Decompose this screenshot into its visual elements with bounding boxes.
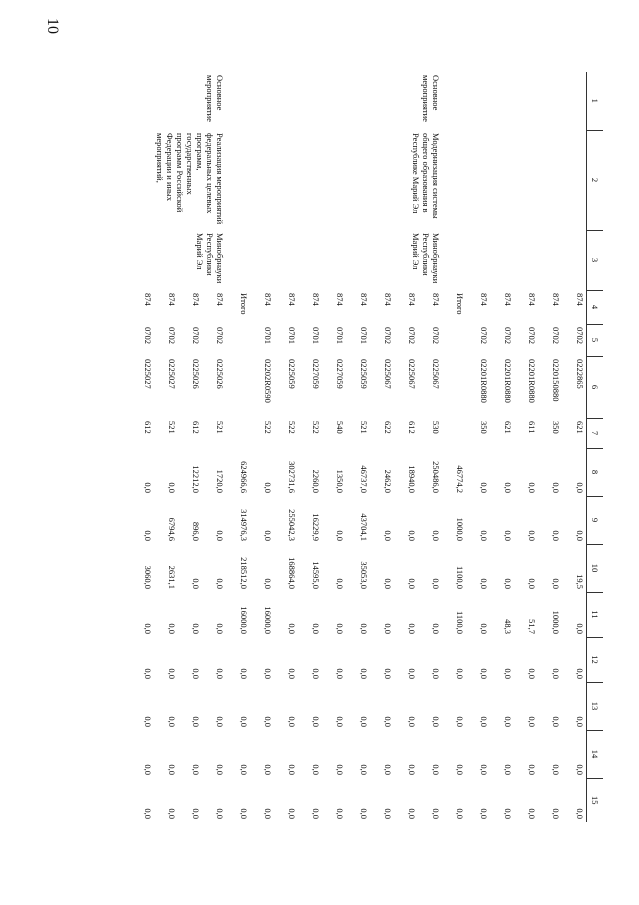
table-cell: 1350,0 [335, 469, 345, 493]
table-cell: 0,0 [575, 623, 585, 634]
table-cell: 0,0 [143, 764, 153, 775]
table-cell: 0,0 [263, 764, 273, 775]
table-cell: 874 [383, 293, 393, 306]
table-cell: 0702 [575, 327, 585, 344]
table-cell: 16000,0 [263, 606, 273, 634]
table-cell [466, 72, 490, 130]
table-cell: 0,0 [407, 578, 417, 589]
table-cell: 621 [575, 421, 585, 434]
table-cell: 0,0 [503, 808, 513, 819]
table-cell: 0,0 [167, 668, 177, 679]
table-cell: 0,0 [551, 808, 561, 819]
table-cell: 0,0 [503, 578, 513, 589]
table-cell: 0,0 [311, 716, 321, 727]
column-header: 2 [587, 130, 604, 230]
table-cell: 0,0 [287, 808, 297, 819]
table-cell [442, 72, 466, 130]
table-cell: 218512,0 [239, 557, 249, 589]
table-cell: 0,0 [359, 764, 369, 775]
table-cell: 14595,0 [311, 561, 321, 589]
table-cell: 540 [335, 421, 345, 434]
table-cell: 0,0 [263, 808, 273, 819]
table-cell: 0,0 [383, 623, 393, 634]
table-cell: 874 [311, 293, 321, 306]
table-cell: 0,0 [335, 764, 345, 775]
table-cell: 0,0 [479, 716, 489, 727]
table-row [538, 72, 562, 822]
table-cell: 874 [503, 293, 513, 306]
table-cell: 0,0 [455, 808, 465, 819]
table-cell: 0,0 [215, 623, 225, 634]
table-cell: 12212,0 [191, 465, 201, 493]
table-cell: 0,0 [551, 668, 561, 679]
table-cell: 0,0 [383, 808, 393, 819]
table-cell: 0702 [191, 327, 201, 344]
table-cell: 0220150880 [551, 359, 561, 402]
table-cell: 0225026 [215, 359, 225, 389]
table-cell: 0,0 [191, 764, 201, 775]
table-cell: 3060,0 [143, 565, 153, 589]
table-cell: 0,0 [575, 716, 585, 727]
table-cell: 0,0 [479, 482, 489, 493]
table-cell [466, 230, 490, 290]
table-cell: 522 [287, 421, 297, 434]
table-cell: 0,0 [479, 808, 489, 819]
column-header: 6 [587, 356, 604, 418]
table-cell: 621 [503, 421, 513, 434]
table-cell: 0,0 [431, 623, 441, 634]
table-cell: 0225027 [143, 359, 153, 389]
table-cell: 314976,3 [239, 509, 249, 541]
table-cell: Модернизация системы общего образования в Республике Марий Эл [411, 133, 441, 219]
table-cell [442, 356, 466, 418]
column-header: 11 [587, 592, 604, 637]
table-cell [226, 324, 250, 356]
table-cell: 0,0 [239, 764, 249, 775]
table-cell: 0,0 [551, 716, 561, 727]
table-cell: 02201R0880 [479, 359, 489, 403]
table-row [226, 72, 250, 822]
table-cell [490, 230, 514, 290]
table-cell: 0,0 [503, 482, 513, 493]
table-cell: 0,0 [335, 578, 345, 589]
table-cell: 0225067 [431, 359, 441, 389]
table-cell: 0,0 [527, 764, 537, 775]
table-cell: 350 [551, 421, 561, 434]
table-cell: 612 [191, 421, 201, 434]
table-cell: 611 [527, 421, 537, 434]
table-cell: 0,0 [263, 578, 273, 589]
table-cell: 0,0 [191, 808, 201, 819]
table-cell [442, 130, 466, 230]
table-cell: 0,0 [239, 668, 249, 679]
table-cell: 2631,1 [167, 565, 177, 589]
table-cell: 530 [431, 421, 441, 434]
column-header: 13 [587, 682, 604, 730]
table-cell: 874 [575, 293, 585, 306]
table-row [442, 72, 466, 822]
table-cell [538, 230, 562, 290]
table-cell: 0,0 [335, 623, 345, 634]
table-cell: 0,0 [359, 808, 369, 819]
table-cell: 2260,0 [311, 469, 321, 493]
table-cell: 0,0 [407, 764, 417, 775]
table-cell: 0,0 [455, 716, 465, 727]
table-cell [226, 130, 250, 230]
header-row [587, 72, 604, 822]
table-cell: 0701 [287, 327, 297, 344]
table-cell: 521 [359, 421, 369, 434]
table-cell: 0,0 [215, 716, 225, 727]
table-cell: 0,0 [143, 482, 153, 493]
table-cell: 0,0 [431, 764, 441, 775]
table-cell: 0,0 [407, 668, 417, 679]
table-cell: 0702 [167, 327, 177, 344]
table-cell: 02202R0590 [263, 359, 273, 403]
table-cell: Основное мероприятие [421, 75, 441, 122]
table-cell [562, 72, 587, 130]
table-cell: 0,0 [167, 716, 177, 727]
table-cell [562, 230, 587, 290]
table-cell: 0,0 [335, 668, 345, 679]
table-cell: 0,0 [575, 808, 585, 819]
table-cell: 0,0 [431, 716, 441, 727]
table-cell: 522 [311, 421, 321, 434]
table-cell: 250486,0 [431, 461, 441, 493]
table-cell: 612 [407, 421, 417, 434]
table-cell: 1100,0 [455, 565, 465, 589]
table-cell: 0,0 [287, 716, 297, 727]
table-cell [466, 130, 490, 230]
table-cell: 1000,0 [551, 610, 561, 634]
table-cell: 0,0 [311, 764, 321, 775]
table-cell: 0,0 [503, 716, 513, 727]
table-cell: 0,0 [143, 668, 153, 679]
budget-table [130, 72, 603, 822]
table-cell [514, 230, 538, 290]
table-row [202, 72, 226, 822]
table-cell: 874 [287, 293, 297, 306]
table-cell: 0702 [383, 327, 393, 344]
table-cell: 255042,3 [287, 509, 297, 541]
table-cell: 0,0 [359, 623, 369, 634]
table-cell: 0,0 [479, 578, 489, 589]
table-cell: 0701 [263, 327, 273, 344]
column-header: 1 [587, 72, 604, 130]
table-cell: 0,0 [191, 716, 201, 727]
table-cell: Минобрнауки Республики Марий Эл [411, 233, 441, 284]
table-cell: 02201R0880 [527, 359, 537, 403]
table-cell: 0,0 [551, 578, 561, 589]
table-cell: 0,0 [431, 808, 441, 819]
table-cell [442, 418, 466, 448]
table-cell: 0702 [479, 327, 489, 344]
table-cell: 0,0 [287, 764, 297, 775]
table-cell: 0,0 [551, 764, 561, 775]
table-cell: 0,0 [215, 764, 225, 775]
table-cell: 0,0 [455, 764, 465, 775]
table-cell: 46737,0 [359, 465, 369, 493]
table-cell [514, 130, 538, 230]
table-cell: 521 [167, 421, 177, 434]
table-cell: 874 [263, 293, 273, 306]
column-header: 15 [587, 778, 604, 822]
table-cell: Минобрнауки Республики Марий Эл [195, 233, 225, 284]
table-cell: 0222865 [575, 359, 585, 389]
table-cell: 622 [383, 421, 393, 434]
table-cell: 0,0 [311, 623, 321, 634]
table-cell: 522 [263, 421, 273, 434]
table-cell: 0227059 [311, 359, 321, 389]
column-header: 8 [587, 448, 604, 496]
table-cell: 0,0 [263, 668, 273, 679]
table-cell: 0,0 [239, 716, 249, 727]
table-cell: 0,0 [479, 668, 489, 679]
table-cell: 0,0 [575, 764, 585, 775]
table-cell: 0701 [335, 327, 345, 344]
table-cell: Реализация мероприятий федеральных целевых программ, государственных программ Российской Федерации и иных мероприятий, [155, 133, 225, 225]
table-cell [442, 324, 466, 356]
table-cell: 0225059 [359, 359, 369, 389]
table-cell: 0702 [527, 327, 537, 344]
table-cell: 0702 [503, 327, 513, 344]
table-cell: 46774,2 [455, 465, 465, 493]
table-cell: 302731,6 [287, 461, 297, 493]
table-cell: 0,0 [335, 530, 345, 541]
table-cell: 0702 [215, 327, 225, 344]
table-cell: 0,0 [407, 716, 417, 727]
table-cell: 35053,0 [359, 561, 369, 589]
table-cell: 0,0 [287, 623, 297, 634]
table-cell: 0,0 [383, 764, 393, 775]
table-cell: 0,0 [167, 623, 177, 634]
table-cell: 0,0 [455, 668, 465, 679]
table-cell: 0225059 [287, 359, 297, 389]
table-cell: 0,0 [527, 716, 537, 727]
table-cell: 624966,6 [239, 461, 249, 493]
table-cell: 0,0 [527, 668, 537, 679]
table-cell: 0,0 [143, 716, 153, 727]
table-cell: 1720,0 [215, 469, 225, 493]
table-row [490, 72, 514, 822]
table-cell: 874 [143, 293, 153, 306]
table-cell: 0,0 [575, 482, 585, 493]
column-header: 7 [587, 418, 604, 448]
table-cell: 0,0 [191, 668, 201, 679]
table-cell: 0,0 [167, 808, 177, 819]
table-cell: 0702 [143, 327, 153, 344]
table-cell: 0,0 [407, 623, 417, 634]
table-cell: Основное мероприятие [205, 75, 225, 122]
table-cell: 0,0 [503, 764, 513, 775]
table-cell: 874 [215, 293, 225, 306]
table-cell: 874 [551, 293, 561, 306]
table-cell: 350 [479, 421, 489, 434]
table-cell: 874 [527, 293, 537, 306]
table-cell: 1100,0 [455, 610, 465, 634]
column-header: 9 [587, 496, 604, 544]
table-cell: 0,0 [287, 668, 297, 679]
table-row [466, 72, 490, 822]
table-cell: 0,0 [479, 623, 489, 634]
table-cell: 0,0 [383, 716, 393, 727]
table-cell: 874 [479, 293, 489, 306]
table-cell: 0,0 [215, 808, 225, 819]
column-header: 12 [587, 637, 604, 682]
table-cell [490, 72, 514, 130]
table-cell: 0702 [407, 327, 417, 344]
table-cell: 16229,9 [311, 513, 321, 541]
table-cell: 0,0 [143, 808, 153, 819]
column-header: 3 [587, 230, 604, 290]
table-cell [514, 72, 538, 130]
table-cell: 612 [143, 421, 153, 434]
table-cell: 0,0 [311, 668, 321, 679]
table-cell: 0,0 [359, 716, 369, 727]
table-cell [442, 230, 466, 290]
table-cell: 0,0 [143, 623, 153, 634]
column-header: 14 [587, 730, 604, 778]
table-cell: 1000,0 [455, 517, 465, 541]
table-cell: 0,0 [191, 578, 201, 589]
table-cell: 0,0 [431, 578, 441, 589]
table-row [562, 72, 587, 822]
table-cell: 168864,0 [287, 557, 297, 589]
table-cell: Итого [239, 293, 249, 315]
table-cell: 874 [191, 293, 201, 306]
table-cell: 0702 [431, 327, 441, 344]
table-cell: 0,0 [215, 578, 225, 589]
table-cell: 0,0 [527, 808, 537, 819]
table-cell: 0,0 [335, 716, 345, 727]
table-cell: 874 [407, 293, 417, 306]
table-cell: 874 [167, 293, 177, 306]
table-cell: 0702 [551, 327, 561, 344]
table-cell: Итого [455, 293, 465, 315]
table-cell: 874 [335, 293, 345, 306]
table-cell: 0,0 [359, 668, 369, 679]
table-cell: 0,0 [239, 808, 249, 819]
table-cell: 0,0 [479, 530, 489, 541]
table-cell: 874 [359, 293, 369, 306]
table-cell: 0,0 [215, 530, 225, 541]
table-cell: 0,0 [527, 578, 537, 589]
table-cell: 18940,0 [407, 465, 417, 493]
table-cell: 0225067 [383, 359, 393, 389]
table-cell: 2462,0 [383, 469, 393, 493]
table-cell: 0,0 [263, 482, 273, 493]
page-number: 10 [44, 18, 61, 34]
table-cell: 0,0 [551, 530, 561, 541]
table-cell [490, 130, 514, 230]
table-cell: 0,0 [503, 530, 513, 541]
table-cell: 0,0 [479, 764, 489, 775]
table-cell: 0,0 [527, 530, 537, 541]
table-cell: 0,0 [263, 716, 273, 727]
table-cell: 0,0 [263, 530, 273, 541]
column-header: 5 [587, 324, 604, 356]
table-cell: 0,0 [215, 668, 225, 679]
table-cell: 6794,6 [167, 517, 177, 541]
table-cell: 48,3 [503, 619, 513, 634]
column-header: 4 [587, 290, 604, 324]
table-cell: 0,0 [407, 530, 417, 541]
table-cell: 0225026 [191, 359, 201, 389]
table-row [418, 72, 442, 822]
table-cell: 0225027 [167, 359, 177, 389]
table-cell: 896,0 [191, 521, 201, 541]
table-cell: 0,0 [143, 530, 153, 541]
table-cell: 0,0 [191, 623, 201, 634]
table-row [514, 72, 538, 822]
table-cell [562, 130, 587, 230]
table-cell: 0,0 [431, 530, 441, 541]
table-cell [538, 130, 562, 230]
table-cell: 0,0 [551, 482, 561, 493]
table-cell: 0225067 [407, 359, 417, 389]
table-cell: 0,0 [167, 764, 177, 775]
table-cell: 0,0 [311, 808, 321, 819]
table-cell: 0,0 [383, 668, 393, 679]
table-cell: 43704,1 [359, 513, 369, 541]
table-cell: 0227059 [335, 359, 345, 389]
table-cell: 0,0 [383, 530, 393, 541]
table-cell: 521 [215, 421, 225, 434]
table-cell [226, 230, 250, 290]
table-cell: 19,5 [575, 574, 585, 589]
table-cell: 0,0 [575, 668, 585, 679]
table-cell: 0701 [359, 327, 369, 344]
table-cell: 0,0 [167, 482, 177, 493]
column-header: 10 [587, 544, 604, 592]
table-cell: 874 [431, 293, 441, 306]
table-cell: 16000,0 [239, 606, 249, 634]
table-cell: 0,0 [503, 668, 513, 679]
table-cell [226, 356, 250, 418]
table-cell: 0,0 [575, 530, 585, 541]
table-cell: 02201R0880 [503, 359, 513, 403]
table-cell: 0,0 [335, 808, 345, 819]
table-cell [538, 72, 562, 130]
table-cell [226, 72, 250, 130]
table-cell: 51,7 [527, 619, 537, 634]
table-cell: 0,0 [383, 578, 393, 589]
table-cell: 0,0 [407, 808, 417, 819]
table-cell: 0,0 [527, 482, 537, 493]
table-cell: 0701 [311, 327, 321, 344]
table-cell [226, 418, 250, 448]
table-cell: 0,0 [431, 668, 441, 679]
